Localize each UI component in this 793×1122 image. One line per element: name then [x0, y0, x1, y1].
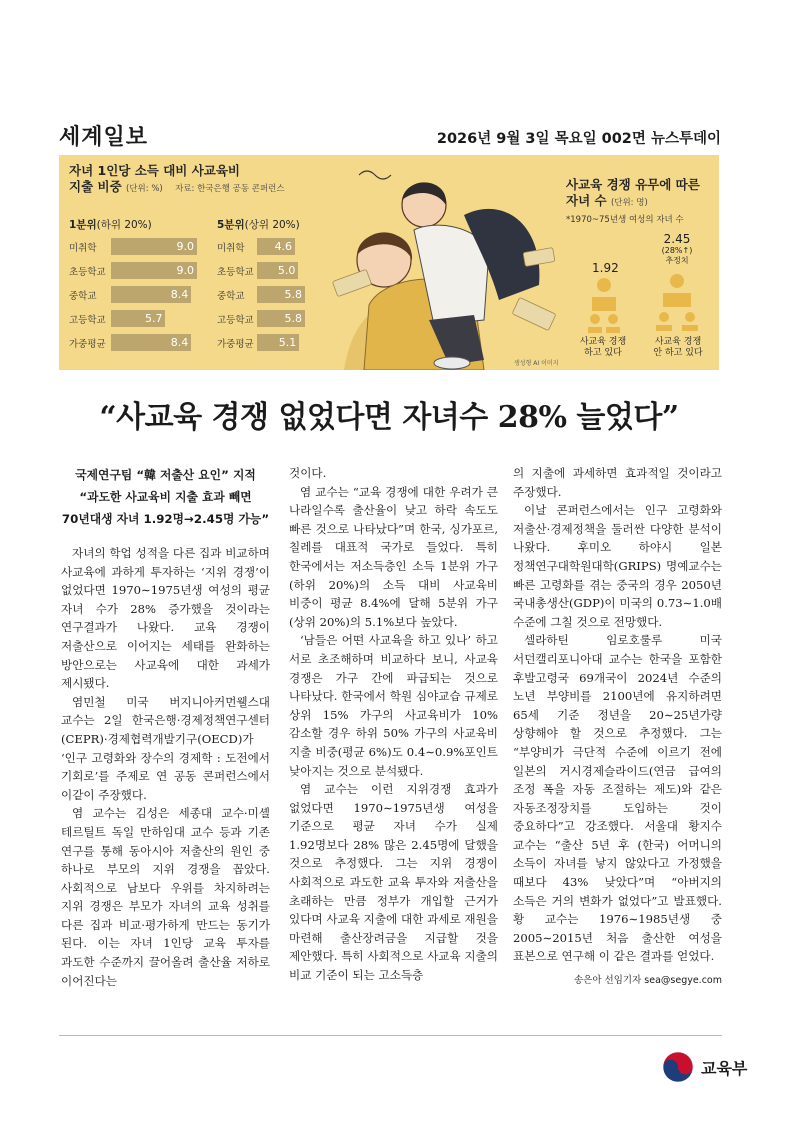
ministry-logo: [661, 1050, 747, 1084]
bar-value-label: 9.0: [176, 240, 194, 253]
category-label: 미취학: [217, 243, 245, 254]
illustration-credit: 생성형 AI 이미지: [514, 360, 559, 367]
bar-value-label: 9.0: [176, 264, 194, 277]
two-children-figure-icon: [584, 277, 624, 333]
paragraph: 이날 콘퍼런스에서는 인구 고령화와 저출산·경제정책을 둘러싼 다양한 분석이 나왔다. 후미오 하야시 일본 정책연구대학원대학(GRIPS) 명예교수는 빠른 고령화를 겪는 중국의 경우 2050년 국내총생산(GDP)이 미국의 0.73∼1.0배 수준에 그칠 것으로 전망했다.: [513, 503, 722, 629]
label-with-competition: 사교육 경쟁 하고 있다: [579, 337, 627, 358]
byline: 송은아 선임기자 sea@segye.com: [574, 975, 722, 987]
category-label: 고등학교: [217, 315, 254, 326]
category-label: 미취학: [69, 243, 97, 254]
article-column-3: [513, 464, 722, 991]
bar-chart-title: 자녀 1인당 소득 대비 사교육비 지출 비중 (단위: %) 자료: 한국은행 공동 콘퍼런스: [69, 163, 285, 194]
headline: “사교육 경쟁 없었다면 자녀수 28% 늘었다”: [99, 400, 679, 435]
paragraph: 자녀의 학업 성적을 다른 집과 비교하며 사교육에 과하게 투자하는 ‘지위 경쟁’이 없었다면 1970∼1975년생 여성의 평균 자녀 수가 28% 증가했을 것이라는 연구결과가 나왔다. 교육 경쟁이 저출산으로 이어지는 세태를 완화하는 방안으로는 사교육에 대한 과세가 제시됐다.: [61, 546, 270, 691]
category-label: 중학교: [217, 291, 245, 302]
paragraph: 염민철 미국 버지니아커먼웰스대 교수는 2일 한국은행·경제정책연구센터(CEPR)·경제협력개발기구(OECD)가 ‘인구 고령화와 장수의 경제학 : 도전에서 기회로’를 주제로 연 공동 콘퍼런스에서 이같이 주장했다.: [61, 694, 270, 802]
bar-value-label: 5.7: [144, 312, 163, 325]
value-without-competition-group: [657, 232, 697, 266]
newspaper-masthead: 세계일보: [59, 124, 149, 150]
paragraph: 염 교수는 이런 지위경쟁 효과가 없었다면 1970∼1975년생 여성을 기준으로 평균 자녀 수가 실제 1.92명보다 28% 많은 2.45명에 달했을 것으로 추정했다. 그는 지위 경쟁이 사회적으로 과도한 교육 투자와 저출산을 초래하는 만큼 정부가 개입할 근거가 있다며 사교육 지출에 대한 과세로 재원을 마련해 출산장려금을 지급할 것을 제안했다. 특히 사회적으로 사교육 지출의 비교 기준이 되는 고소득층: [289, 782, 498, 983]
bar-value-label: 4.6: [274, 240, 293, 253]
bar-value-label: 5.0: [277, 264, 296, 277]
dateline: 2026년 9월 3일 목요일 002면 뉴스투데이: [436, 131, 721, 147]
bar-value-label: 8.4: [170, 336, 189, 349]
paragraph: 것이다.: [289, 466, 327, 480]
three-children-figure-icon: [652, 273, 702, 333]
article-column-1: [61, 464, 270, 990]
category-label: 가중평균: [217, 339, 254, 350]
category-label: 초등학교: [217, 267, 254, 278]
paragraph: 염 교수는 김성은 세종대 교수·미셸 테르틸트 독일 만하임대 교수 등과 기존 연구를 통해 동아시아 저출산의 원인 중 하나로 부모의 지위 경쟁을 꼽았다. 사회적으로 남보다 우위를 차지하려는 지위 경쟁은 부모가 자녀의 교육 성취를 다른 집과 비교·평가하게 만드는 동기가 된다. 이는 자녀 1인당 교육 투자를 과도한 수준까지 끌어올려 출산율 저하로 이어진다는: [61, 806, 270, 988]
ministry-name: 교육부: [701, 1058, 748, 1078]
value-without-competition: 2.45: [663, 232, 691, 246]
bar-value-label: 5.1: [278, 336, 297, 349]
category-label: 중학교: [69, 291, 97, 302]
infographic-banner: [59, 155, 719, 370]
bar-value-label: 5.8: [284, 312, 302, 325]
increase-note: (28%↑): [661, 246, 693, 255]
group-head-bottom20: 1분위(하위 20%): [69, 219, 152, 231]
bar-value-label: 8.4: [170, 288, 189, 301]
article-column-2: [289, 464, 498, 985]
group-head-top20: 5분위(상위 20%): [217, 219, 300, 231]
paragraph: 염 교수는 “교육 경쟁에 대한 우려가 큰 나라일수록 출산율이 낮고 하락 속도도 빠른 것으로 나타났다”며 한국, 싱가포르, 칠레를 대표적 국가로 들었다. 특히 한국에서는 저소득층인 소득 1분위 가구(하위 20%)의 소득 대비 사교육비 비중이 평균 8.4%에 달해 5분위 가구(상위 20%)의 5.1%보다 높았다.: [289, 484, 498, 629]
category-label: 가중평균: [69, 339, 106, 350]
paragraph: 의 지출에 과세하면 효과적일 것이라고 주장했다.: [513, 466, 722, 499]
paragraph: 셀라하틴 임로호룰루 미국 서던캘리포니아대 교수는 한국을 포함한 후발고령국 69개국이 2024년 수준의 노년 부양비를 2100년에 유지하려면 65세 기준 정년을 20∼25년가량 상향해야 할 것으로 추정했다. 그는 “부양비가 극단적 수준에 이르기 전에 일본의 거시경제슬라이드(연금 급여의 조정 폭을 자동 조절하는 제도)와 같은 자동조정장치를 도입하는 것이 중요하다”고 강조했다. 서울대 황지수 교수는 “출산 5년 후 (한국) 어머니의 소득이 자녀를 낳지 않았다고 가정했을 때보다 43% 낮았다”며 “아버지의 소득은 거의 변화가 없었다”고 발표했다. 황 교수는 1976∼1985년생 중 2005∼2015년 처음 출산한 여성을 표본으로 연구해 이 같은 결과를 얻었다.: [513, 633, 722, 964]
bar-value-label: 5.8: [284, 288, 302, 301]
estimate-label: 추정치: [665, 256, 689, 265]
children-count-note: *1970~75년생 여성의 자녀 수: [566, 215, 684, 225]
children-count-title: 사교육 경쟁 유무에 따른 자녀 수 (단위: 명): [566, 177, 700, 208]
value-with-competition: 1.92: [592, 261, 619, 275]
category-label: 고등학교: [69, 315, 106, 326]
label-without-competition: 사교육 경쟁 안 하고 있다: [653, 337, 703, 358]
illustration-mother-carrying-child: [324, 155, 564, 370]
taegeuk-emblem-icon: [661, 1050, 695, 1084]
category-label: 초등학교: [69, 267, 106, 278]
footer-divider: [59, 1035, 722, 1036]
paragraph: ‘남들은 어떤 사교육을 하고 있나’ 하고 서로 초조해하며 비교하다 보니, 사교육 경쟁은 가구 간에 파급되는 것으로 나타났다. 한국에서 학원 심야교습 규제로 상위 15% 가구의 사교육비가 10% 감소할 경우 하위 50% 가구의 사교육비 지출 비중(평균 6%)도 0.4∼0.9%포인트 낮아지는 것으로 분석됐다.: [289, 633, 498, 778]
subheadline: 국제연구팀 “韓 저출산 요인” 지적 “과도한 사교육비 지출 효과 빼면 70년대생 자녀 1.92명→2.45명 가능”: [61, 468, 270, 526]
